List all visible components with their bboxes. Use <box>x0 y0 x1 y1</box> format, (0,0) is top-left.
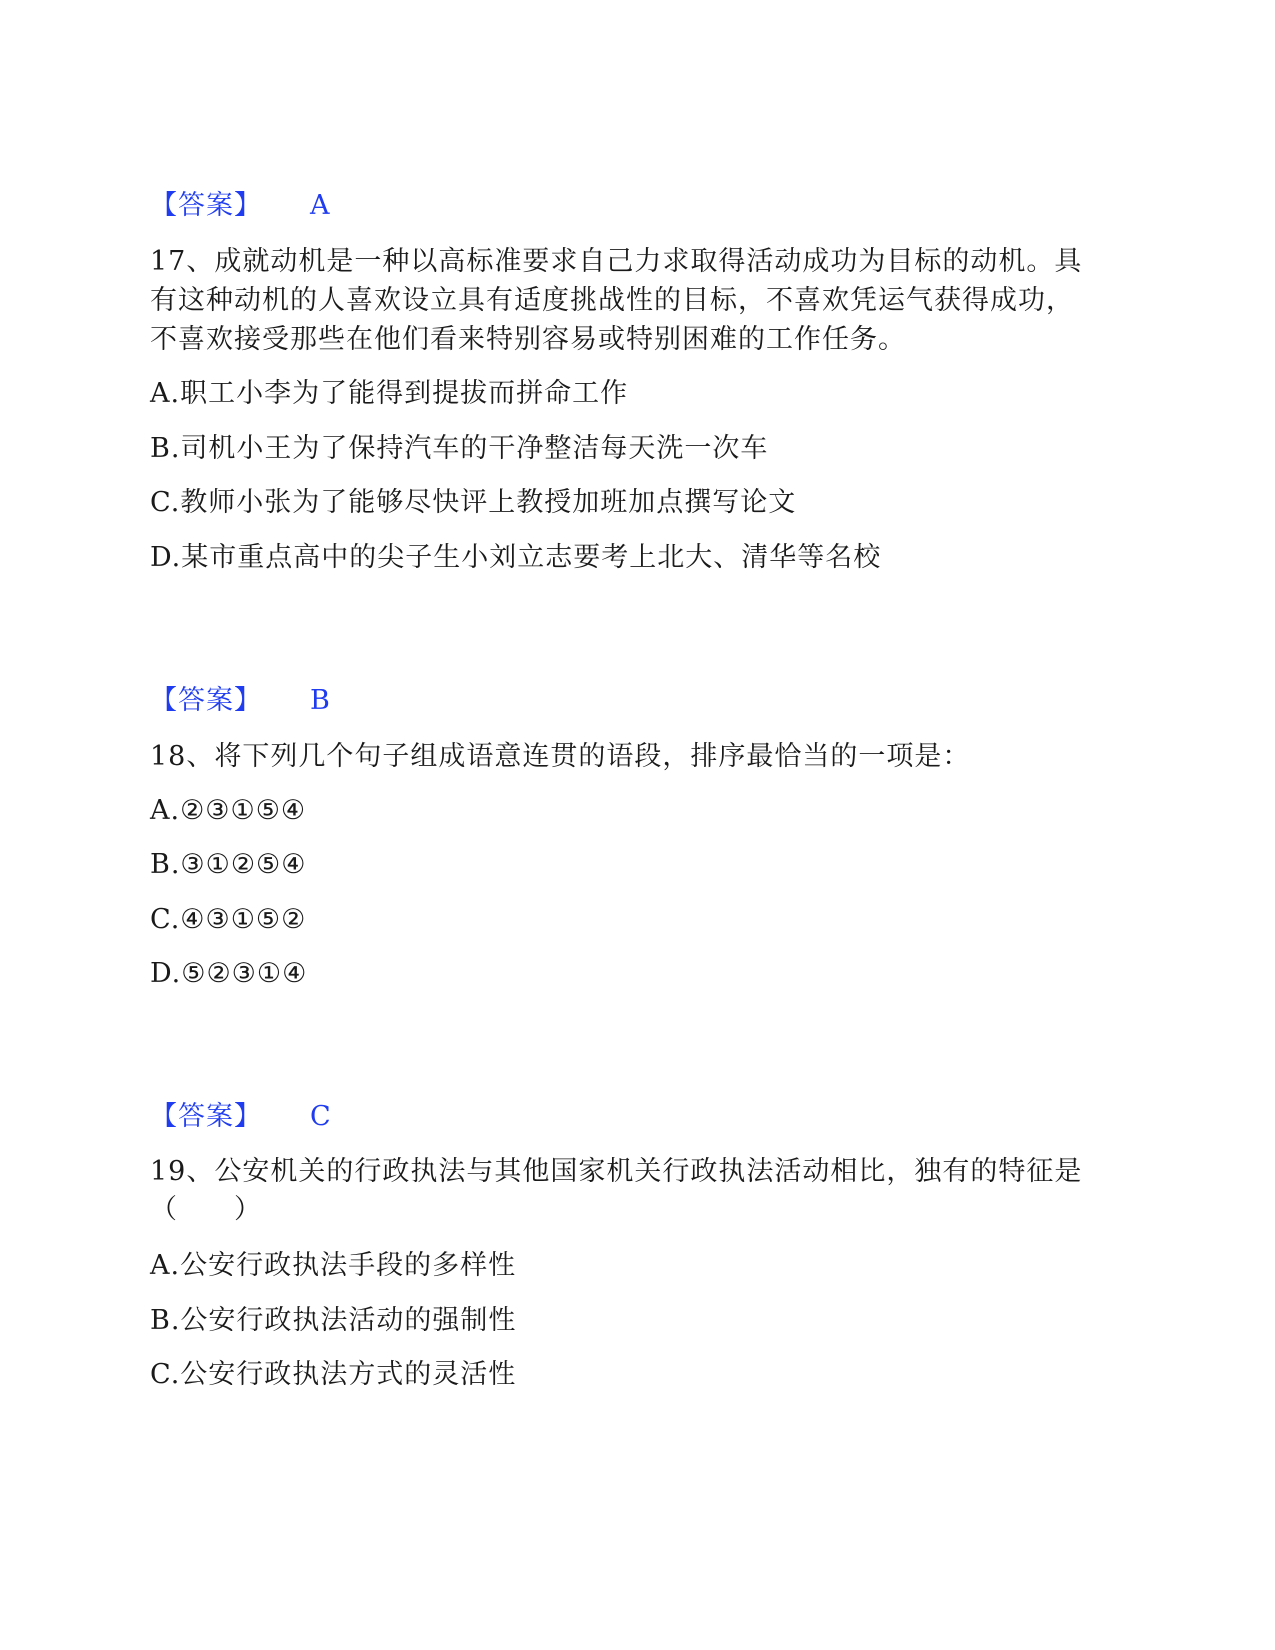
question-18-option-c: C.④③①⑤② <box>150 904 307 935</box>
question-17-option-a: A.职工小李为了能得到提拔而拼命工作 <box>150 378 629 409</box>
question-17-option-b: B.司机小王为了保持汽车的干净整洁每天洗一次车 <box>150 433 769 464</box>
question-18-option-d: D.⑤②③①④ <box>150 958 308 989</box>
answer-label: 【答案】 <box>150 1101 262 1132</box>
answer-label: 【答案】 <box>150 685 262 716</box>
answer-line <box>150 186 331 226</box>
question-18-option-b: B.③①②⑤④ <box>150 849 307 880</box>
question-17-option-c: C.教师小张为了能够尽快评上教授加班加点撰写论文 <box>150 487 797 518</box>
question-19-option-a: A.公安行政执法手段的多样性 <box>150 1250 517 1281</box>
question-19-option-b: B.公安行政执法活动的强制性 <box>150 1305 517 1336</box>
answer-line <box>150 681 331 721</box>
answer-line <box>150 1097 332 1137</box>
answer-value: C <box>310 1101 332 1132</box>
question-19-line-1: 19、公安机关的行政执法与其他国家机关行政执法活动相比，独有的特征是 <box>150 1156 1083 1187</box>
question-17-line-3: 不喜欢接受那些在他们看来特别容易或特别困难的工作任务。 <box>150 324 906 355</box>
question-19-line-2: （ ） <box>150 1194 262 1225</box>
question-17-line-2: 有这种动机的人喜欢设立具有适度挑战性的目标，不喜欢凭运气获得成功， <box>150 285 1074 316</box>
answer-value: A <box>310 190 331 221</box>
answer-label: 【答案】 <box>150 190 262 221</box>
question-17-option-d: D.某市重点高中的尖子生小刘立志要考上北大、清华等名校 <box>150 542 882 573</box>
answer-value: B <box>310 685 331 716</box>
question-19-option-c: C.公安行政执法方式的灵活性 <box>150 1359 517 1390</box>
question-17-line-1: 17、成就动机是一种以高标准要求自己力求取得活动成功为目标的动机。具 <box>150 246 1083 277</box>
question-18-option-a: A.②③①⑤④ <box>150 795 307 826</box>
question-18-line-1: 18、将下列几个句子组成语意连贯的语段，排序最恰当的一项是： <box>150 741 971 772</box>
